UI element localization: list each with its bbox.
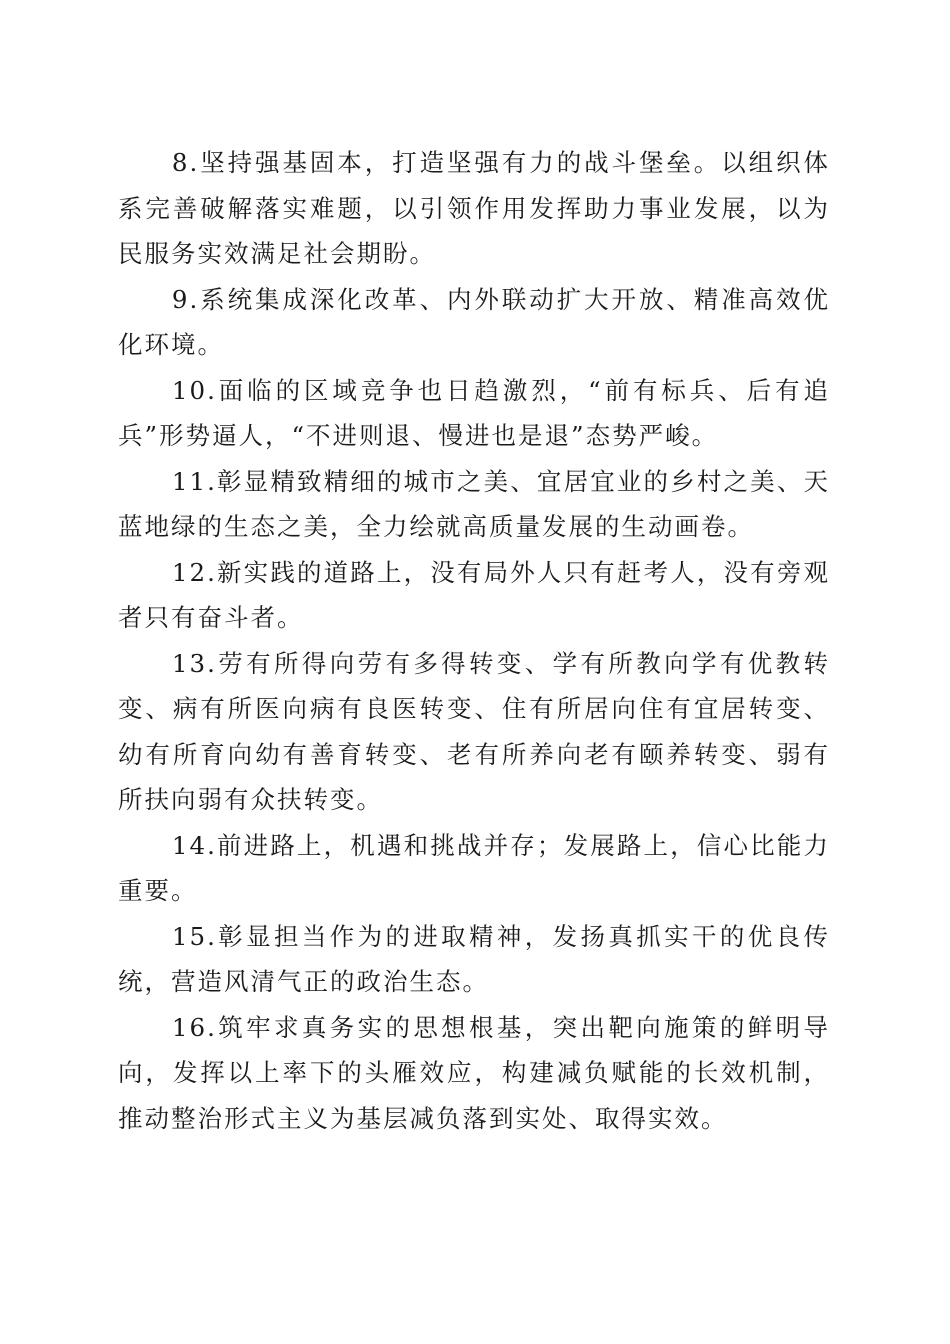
paragraph-13: 13.劳有所得向劳有多得转变、学有所教向学有优教转变、病有所医向病有良医转变、住有所居向住有宜居转变、幼有所育向幼有善育转变、老有所养向老有颐养转变、弱有所扶向弱有众扶转变。	[118, 648, 830, 814]
paragraph-12: 12.新实践的道路上，没有局外人只有赶考人，没有旁观者只有奋斗者。	[118, 557, 830, 632]
paragraph-9: 9.系统集成深化改革、内外联动扩大开放、精准高效优化环境。	[118, 284, 830, 359]
paragraph-16: 16.筑牢求真务实的思想根基，突出靶向施策的鲜明导向，发挥以上率下的头雁效应，构建减负赋能的长效机制，推动整治形式主义为基层减负落到实处、取得实效。	[118, 1012, 830, 1133]
paragraph-11: 11.彰显精致精细的城市之美、宜居宜业的乡村之美、天蓝地绿的生态之美，全力绘就高质量发展的生动画卷。	[118, 466, 830, 541]
paragraph-14: 14.前进路上，机遇和挑战并存；发展路上，信心比能力重要。	[118, 830, 830, 905]
paragraph-8: 8.坚持强基固本，打造坚强有力的战斗堡垒。以组织体系完善破解落实难题，以引领作用发挥助力事业发展，以为民服务实效满足社会期盼。	[118, 148, 830, 268]
paragraph-15: 15.彰显担当作为的进取精神，发扬真抓实干的优良传统，营造风清气正的政治生态。	[118, 921, 830, 996]
paragraph-10: 10.面临的区域竞争也日趋激烈，“前有标兵、后有追兵”形势逼人，“不进则退、慢进也是退”态势严峻。	[118, 375, 830, 450]
document-body	[118, 140, 830, 1141]
